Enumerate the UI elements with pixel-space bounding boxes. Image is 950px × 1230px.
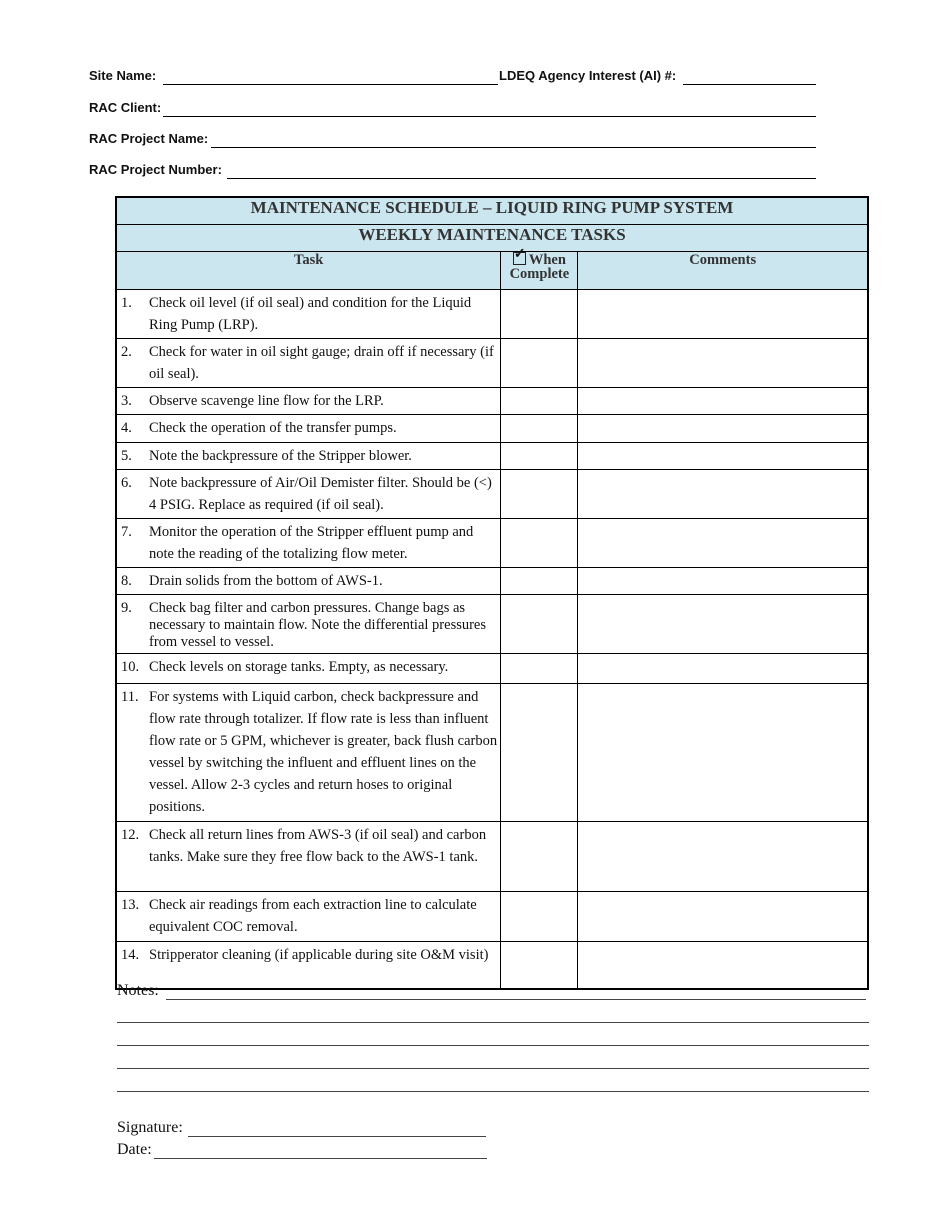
when-complete-cell[interactable] bbox=[501, 595, 578, 654]
task-cell bbox=[116, 290, 501, 339]
task-text: Check air readings from each extraction line to calculate equivalent COC removal. bbox=[149, 897, 477, 935]
when-complete-cell[interactable] bbox=[501, 519, 578, 568]
site-name-label: Site Name: bbox=[89, 68, 157, 83]
task-number: 9. bbox=[121, 600, 132, 616]
rac-project-name-label: RAC Project Name: bbox=[89, 131, 209, 146]
task-text: Observe scavenge line flow for the LRP. bbox=[149, 393, 384, 409]
notes-line[interactable] bbox=[117, 1022, 869, 1023]
task-number: 1. bbox=[121, 295, 132, 311]
when-complete-cell[interactable] bbox=[501, 822, 578, 892]
task-text: Check bag filter and carbon pressures. Change bags as necessary to maintain flow. Note the differential pressures from vessel to vessel. bbox=[149, 600, 487, 650]
task-cell bbox=[116, 388, 501, 415]
column-header-comments: Comments bbox=[578, 252, 868, 290]
date-field[interactable] bbox=[154, 1158, 487, 1159]
comments-cell[interactable] bbox=[578, 684, 868, 822]
notes-line[interactable] bbox=[117, 1045, 869, 1046]
site-name-row bbox=[89, 68, 156, 86]
task-row bbox=[116, 822, 868, 892]
task-cell bbox=[116, 684, 501, 822]
task-cell bbox=[116, 892, 501, 942]
column-header-when-complete bbox=[501, 252, 578, 290]
task-cell bbox=[116, 339, 501, 388]
task-number: 2. bbox=[121, 344, 132, 360]
ldeq-ai-row bbox=[499, 68, 676, 86]
task-cell bbox=[116, 822, 501, 892]
checkbox-icon bbox=[513, 252, 526, 265]
task-row bbox=[116, 339, 868, 388]
comments-cell[interactable] bbox=[578, 822, 868, 892]
task-number: 14. bbox=[121, 947, 140, 963]
task-number: 11. bbox=[121, 689, 139, 705]
task-cell bbox=[116, 443, 501, 470]
task-cell bbox=[116, 519, 501, 568]
when-complete-cell[interactable] bbox=[501, 415, 578, 443]
task-row bbox=[116, 568, 868, 595]
task-text: Note the backpressure of the Stripper blower. bbox=[149, 448, 412, 464]
when-label: When bbox=[528, 252, 566, 268]
signature-label: Signature: bbox=[117, 1119, 183, 1136]
complete-label: Complete bbox=[509, 266, 570, 282]
task-text: Check for water in oil sight gauge; drain off if necessary (if oil seal). bbox=[149, 344, 494, 382]
task-text: Stripperator cleaning (if applicable during site O&M visit) bbox=[149, 947, 489, 963]
task-cell bbox=[116, 568, 501, 595]
comments-cell[interactable] bbox=[578, 443, 868, 470]
ldeq-ai-label: LDEQ Agency Interest (AI) #: bbox=[499, 68, 677, 83]
task-number: 12. bbox=[121, 827, 140, 843]
comments-cell[interactable] bbox=[578, 415, 868, 443]
rac-project-name-row bbox=[89, 131, 208, 149]
when-complete-cell[interactable] bbox=[501, 568, 578, 595]
task-cell bbox=[116, 470, 501, 519]
when-complete-cell[interactable] bbox=[501, 892, 578, 942]
comments-cell[interactable] bbox=[578, 595, 868, 654]
ldeq-ai-field[interactable] bbox=[683, 84, 816, 85]
when-complete-cell[interactable] bbox=[501, 470, 578, 519]
rac-project-number-row bbox=[89, 162, 222, 180]
task-row bbox=[116, 415, 868, 443]
task-number: 4. bbox=[121, 420, 132, 436]
comments-cell[interactable] bbox=[578, 339, 868, 388]
task-row bbox=[116, 519, 868, 568]
when-complete-cell[interactable] bbox=[501, 388, 578, 415]
comments-cell[interactable] bbox=[578, 654, 868, 684]
task-row bbox=[116, 654, 868, 684]
when-complete-cell[interactable] bbox=[501, 290, 578, 339]
notes-line[interactable] bbox=[117, 1068, 869, 1069]
task-row bbox=[116, 388, 868, 415]
comments-cell[interactable] bbox=[578, 290, 868, 339]
notes-label: Notes: bbox=[117, 982, 159, 999]
comments-cell[interactable] bbox=[578, 892, 868, 942]
site-name-field[interactable] bbox=[163, 84, 498, 85]
when-complete-cell[interactable] bbox=[501, 684, 578, 822]
task-row bbox=[116, 595, 868, 654]
comments-cell[interactable] bbox=[578, 519, 868, 568]
when-complete-cell[interactable] bbox=[501, 654, 578, 684]
task-row bbox=[116, 684, 868, 822]
task-row bbox=[116, 290, 868, 339]
task-row bbox=[116, 892, 868, 942]
task-text: Check levels on storage tanks. Empty, as necessary. bbox=[149, 659, 449, 675]
comments-cell[interactable] bbox=[578, 388, 868, 415]
notes-line[interactable] bbox=[117, 1091, 869, 1092]
rac-project-number-field[interactable] bbox=[227, 178, 816, 179]
when-complete-cell[interactable] bbox=[501, 339, 578, 388]
column-header-task: Task bbox=[116, 252, 501, 290]
date-label: Date: bbox=[117, 1141, 152, 1158]
rac-client-label: RAC Client: bbox=[89, 100, 162, 115]
task-cell bbox=[116, 654, 501, 684]
schedule-title: MAINTENANCE SCHEDULE – LIQUID RING PUMP SYSTEM bbox=[116, 197, 868, 225]
comments-cell[interactable] bbox=[578, 470, 868, 519]
task-text: Check all return lines from AWS-3 (if oil seal) and carbon tanks. Make sure they free flow back to the AWS-1 tank. bbox=[149, 827, 487, 865]
comments-cell[interactable] bbox=[578, 568, 868, 595]
task-cell bbox=[116, 595, 501, 654]
comments-cell[interactable] bbox=[578, 942, 868, 989]
task-text: Check oil level (if oil seal) and condition for the Liquid Ring Pump (LRP). bbox=[149, 295, 472, 333]
task-text: Note backpressure of Air/Oil Demister filter. Should be (<) 4 PSIG. Replace as required (if oil seal). bbox=[149, 475, 492, 513]
rac-project-number-label: RAC Project Number: bbox=[89, 162, 222, 177]
task-row bbox=[116, 443, 868, 470]
notes-line[interactable] bbox=[166, 999, 866, 1000]
rac-client-row bbox=[89, 100, 161, 118]
task-number: 10. bbox=[121, 659, 140, 675]
task-row bbox=[116, 470, 868, 519]
when-complete-cell[interactable] bbox=[501, 443, 578, 470]
task-row bbox=[116, 942, 868, 989]
rac-project-name-field[interactable] bbox=[211, 147, 816, 148]
task-text: For systems with Liquid carbon, check backpressure and flow rate through totalizer. If flow rate is less than influent flow rate or 5 GPM, whichever is greater, back flush carbon vessel by switching the influent and effluent lines on the vessel. Allow 2-3 cycles and return hoses to original positions. bbox=[149, 689, 498, 815]
task-number: 6. bbox=[121, 475, 132, 491]
task-number: 7. bbox=[121, 524, 132, 540]
task-number: 8. bbox=[121, 573, 132, 589]
task-number: 13. bbox=[121, 897, 140, 913]
schedule-subtitle: WEEKLY MAINTENANCE TASKS bbox=[116, 225, 868, 252]
task-cell bbox=[116, 415, 501, 443]
task-number: 3. bbox=[121, 393, 132, 409]
task-cell bbox=[116, 942, 501, 989]
task-text: Monitor the operation of the Stripper effluent pump and note the reading of the totalizing flow meter. bbox=[149, 524, 474, 562]
rac-client-field[interactable] bbox=[163, 116, 816, 117]
maintenance-schedule-table bbox=[115, 196, 869, 990]
signature-field[interactable] bbox=[188, 1136, 486, 1137]
task-text: Drain solids from the bottom of AWS-1. bbox=[149, 573, 383, 589]
when-complete-cell[interactable] bbox=[501, 942, 578, 989]
task-number: 5. bbox=[121, 448, 132, 464]
task-text: Check the operation of the transfer pumps. bbox=[149, 420, 397, 436]
